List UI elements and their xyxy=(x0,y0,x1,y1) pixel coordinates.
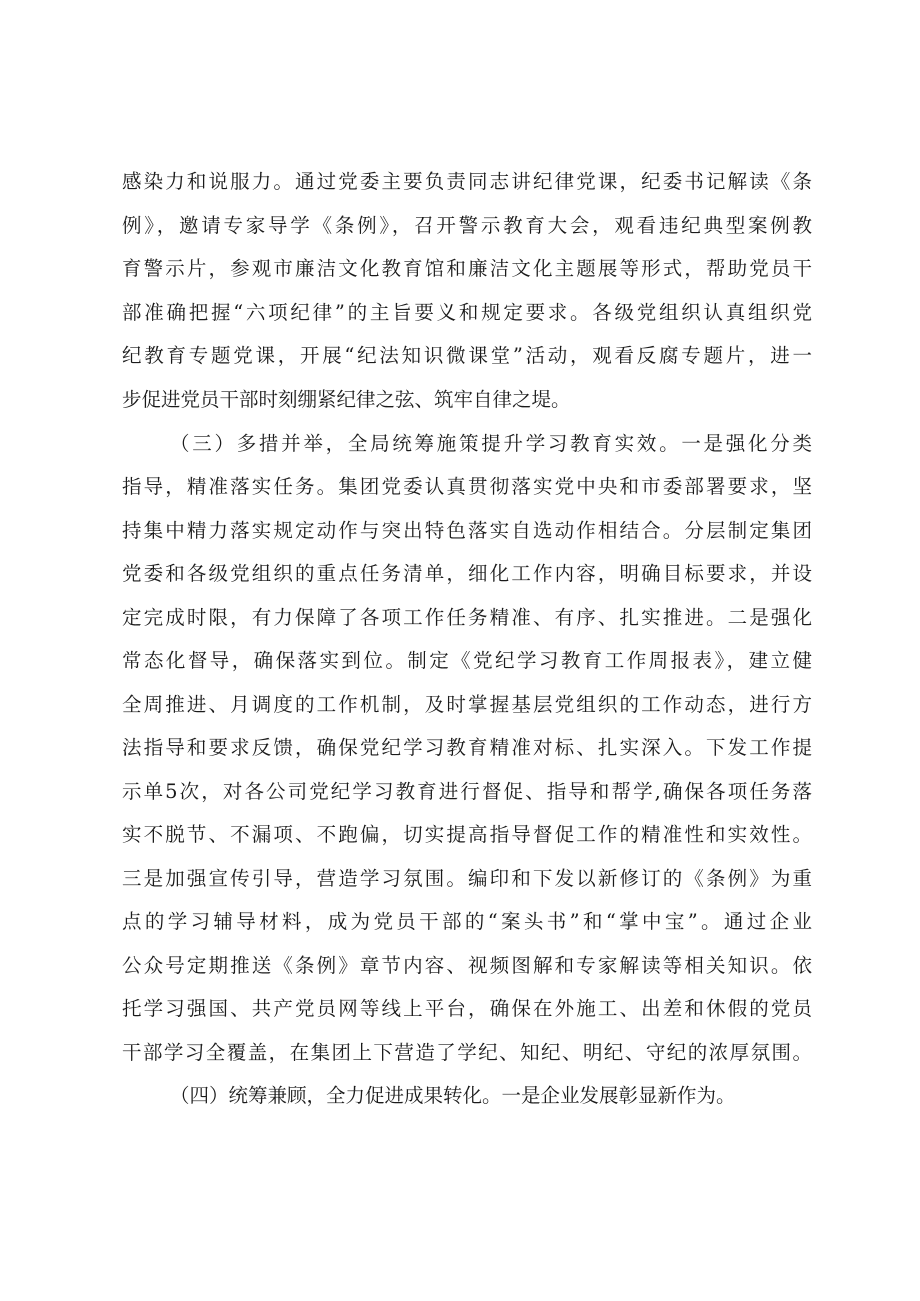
text-line: 定完成时限，有力保障了各项工作任务精准、有序、扎实推进。二是强化 xyxy=(122,606,812,629)
text-line: 法指导和要求反馈，确保党纪学习教育精准对标、扎实深入。下发工作提 xyxy=(122,736,812,759)
text-line: 全周推进、月调度的工作机制，及时掌握基层党组织的工作动态，进行方 xyxy=(122,693,812,716)
section-heading-line: （三）多措并举，全局统筹施策提升学习教育实效。一是强化分类 xyxy=(170,432,812,455)
text-line: 例》，邀请专家导学《条例》，召开警示教育大会，观看违纪典型案例教 xyxy=(122,214,812,237)
text-line: 党委和各级党组织的重点任务清单，细化工作内容，明确目标要求，并设 xyxy=(122,562,812,585)
text-line: 点的学习辅导材料，成为党员干部的“案头书”和“掌中宝”。通过企业 xyxy=(122,910,812,933)
text-line: 育警示片，参观市廉洁文化教育馆和廉洁文化主题展等形式，帮助党员干 xyxy=(122,257,812,280)
text-line: 三是加强宣传引导，营造学习氛围。编印和下发以新修订的《条例》为重 xyxy=(122,867,812,890)
text-line: 示单5次，对各公司党纪学习教育进行督促、指导和帮学,确保各项任务落 xyxy=(122,780,812,803)
text-line: 常态化督导，确保落实到位。制定《党纪学习教育工作周报表》，建立健 xyxy=(122,649,812,672)
text-line: 部准确把握“六项纪律”的主旨要义和规定要求。各级党组织认真组织党 xyxy=(122,301,812,324)
text-line: 托学习强国、共产党员网等线上平台，确保在外施工、出差和休假的党员 xyxy=(122,997,812,1020)
text-line: 持集中精力落实规定动作与突出特色落实自选动作相结合。分层制定集团 xyxy=(122,519,812,542)
text-line: 纪教育专题党课，开展“纪法知识微课堂”活动，观看反腐专题片，进一 xyxy=(122,344,812,367)
text-line: 公众号定期推送《条例》章节内容、视频图解和专家解读等相关知识。依 xyxy=(122,954,812,977)
text-line: 干部学习全覆盖，在集团上下营造了学纪、知纪、明纪、守纪的浓厚氛围。 xyxy=(122,1041,812,1064)
section-heading-line: （四）统筹兼顾，全力促进成果转化。一是企业发展彰显新作为。 xyxy=(170,1084,736,1107)
text-line: 感染力和说服力。通过党委主要负责同志讲纪律党课，纪委书记解读《条 xyxy=(122,170,812,193)
text-line: 步促进党员干部时刻绷紧纪律之弦、筑牢自律之堤。 xyxy=(122,388,571,411)
text-line: 实不脱节、不漏项、不跑偏，切实提高指导督促工作的精准性和实效性。 xyxy=(122,823,812,846)
text-line: 指导，精准落实任务。集团党委认真贯彻落实党中央和市委部署要求，坚 xyxy=(122,475,812,498)
